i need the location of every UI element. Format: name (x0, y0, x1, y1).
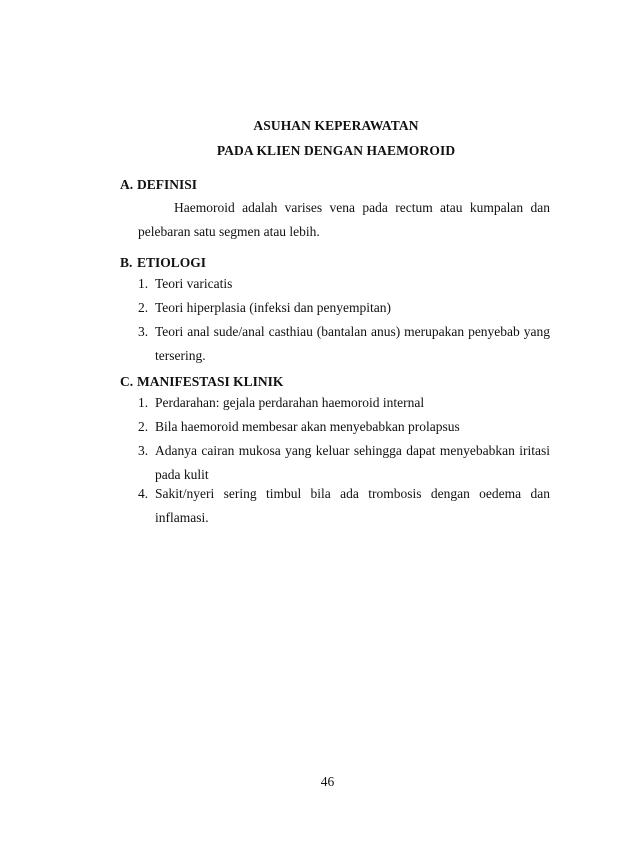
section-letter: A. (120, 177, 134, 192)
section-heading-manifestasi-klinik (120, 374, 283, 390)
list-item (138, 482, 550, 530)
paragraph-text: Haemoroid adalah varises vena pada rectum atau kumpalan dan pelebaran satu segmen atau lebih. (138, 200, 550, 239)
list-number: 2. (138, 300, 149, 315)
list-item (138, 272, 550, 296)
definisi-paragraph (138, 196, 550, 244)
document-title-line-2: PADA KLIEN DENGAN HAEMOROID (216, 143, 456, 158)
page-number: 46 (320, 774, 335, 789)
section-letter: C. (120, 374, 134, 389)
list-text: Teori hiperplasia (infeksi dan penyempitan) (155, 300, 391, 315)
section-heading-etiologi (120, 255, 206, 271)
section-letter: B. (120, 255, 133, 270)
document-title-line-1: ASUHAN KEPERAWATAN (253, 118, 419, 133)
list-text: Teori varicatis (155, 276, 233, 291)
list-number: 4. (138, 486, 149, 501)
list-text: Perdarahan: gejala perdarahan haemoroid internal (155, 395, 425, 410)
list-number: 3. (138, 324, 149, 339)
list-text: Adanya cairan mukosa yang keluar sehingga dapat menyebabkan iritasi pada kulit (155, 443, 550, 482)
section-title: MANIFESTASI KLINIK (137, 374, 284, 389)
list-item (138, 296, 550, 320)
list-number: 3. (138, 443, 149, 458)
list-item (138, 439, 550, 487)
list-item (138, 415, 550, 439)
list-text: Sakit/nyeri sering timbul bila ada trombosis dengan oedema dan inflamasi. (155, 486, 550, 525)
section-title: DEFINISI (137, 177, 198, 192)
list-number: 2. (138, 419, 149, 434)
section-heading-definisi (120, 177, 197, 193)
section-title: ETIOLOGI (137, 255, 207, 270)
list-number: 1. (138, 276, 149, 291)
list-number: 1. (138, 395, 149, 410)
list-text: Teori anal sude/anal casthiau (bantalan anus) merupakan penyebab yang tersering. (155, 324, 550, 363)
list-item (138, 391, 550, 415)
list-item (138, 320, 550, 368)
list-text: Bila haemoroid membesar akan menyebabkan prolapsus (155, 419, 460, 434)
